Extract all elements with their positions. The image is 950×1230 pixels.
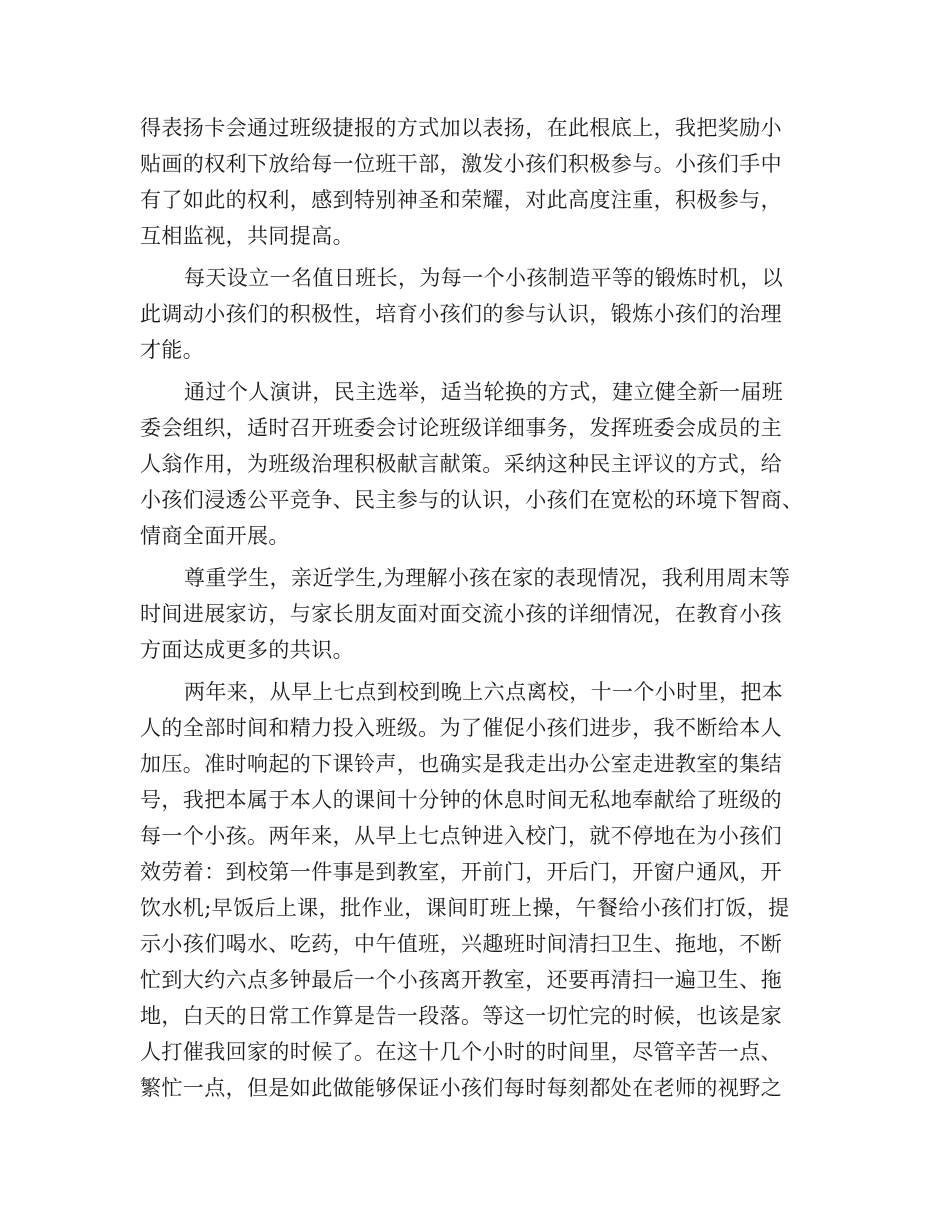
text-line: 方面达成更多的共识。 [140, 638, 354, 662]
text-line: 贴画的权利下放给每一位班干部，激发小孩们积极参与。小孩们手中 [140, 152, 782, 176]
text-line: 情商全面开展。 [140, 524, 290, 548]
text-line: 互相监视，共同提高。 [140, 224, 354, 248]
text-line: 加压。准时响起的下课铃声，也确实是我走出办公室走进教室的集结 [140, 752, 782, 776]
text-line: 有了如此的权利，感到特别神圣和荣耀，对此高度注重，积极参与， [140, 188, 782, 212]
text-line: 人打催我回家的时候了。在这十几个小时的时间里，尽管辛苦一点、 [140, 1040, 782, 1064]
text-line: 委会组织，适时召开班委会讨论班级详细事务，发挥班委会成员的主 [140, 416, 782, 440]
text-line: 人翁作用，为班级治理积极献言献策。采纳这种民主评议的方式，给 [140, 452, 782, 476]
text-line: 地，白天的日常工作算是告一段落。等这一切忙完的时候，也该是家 [140, 1004, 782, 1028]
text-line: 此调动小孩们的积极性，培育小孩们的参与认识，锻炼小孩们的治理 [140, 302, 782, 326]
text-line: 忙到大约六点多钟最后一个小孩离开教室，还要再清扫一遍卫生、拖 [140, 968, 782, 992]
text-line: 小孩们浸透公平竞争、民主参与的认识，小孩们在宽松的环境下智商、 [140, 488, 804, 512]
text-line: 示小孩们喝水、吃药，中午值班，兴趣班时间清扫卫生、拖地，不断 [140, 932, 782, 956]
text-line: 才能。 [140, 338, 205, 362]
text-line: 每一个小孩。两年来，从早上七点钟进入校门，就不停地在为小孩们 [140, 824, 782, 848]
text-line: 时间进展家访，与家长朋友面对面交流小孩的详细情况，在教育小孩 [140, 602, 782, 626]
text-line: 饮水机;早饭后上课，批作业，课间盯班上操，午餐给小孩们打饭，提 [140, 896, 790, 920]
text-line: 效劳着：到校第一件事是到教室，开前门，开后门，开窗户通风，开 [140, 860, 782, 884]
text-line: 繁忙一点，但是如此做能够保证小孩们每时每刻都处在老师的视野之 [140, 1076, 782, 1100]
paragraph-first-line: 每天设立一名值日班长，为每一个小孩制造平等的锻炼时机，以 [184, 266, 784, 290]
paragraph-first-line: 尊重学生，亲近学生,为理解小孩在家的表现情况，我利用周末等 [184, 566, 791, 590]
text-line: 得表扬卡会通过班级捷报的方式加以表扬，在此根底上，我把奖励小 [140, 116, 782, 140]
paragraph-first-line: 两年来，从早上七点到校到晚上六点离校，十一个小时里，把本 [184, 680, 784, 704]
text-line: 人的全部时间和精力投入班级。为了催促小孩们进步，我不断给本人 [140, 716, 782, 740]
paragraph-first-line: 通过个人演讲，民主选举，适当轮换的方式，建立健全新一届班 [184, 380, 784, 404]
text-line: 号，我把本属于本人的课间十分钟的休息时间无私地奉献给了班级的 [140, 788, 782, 812]
